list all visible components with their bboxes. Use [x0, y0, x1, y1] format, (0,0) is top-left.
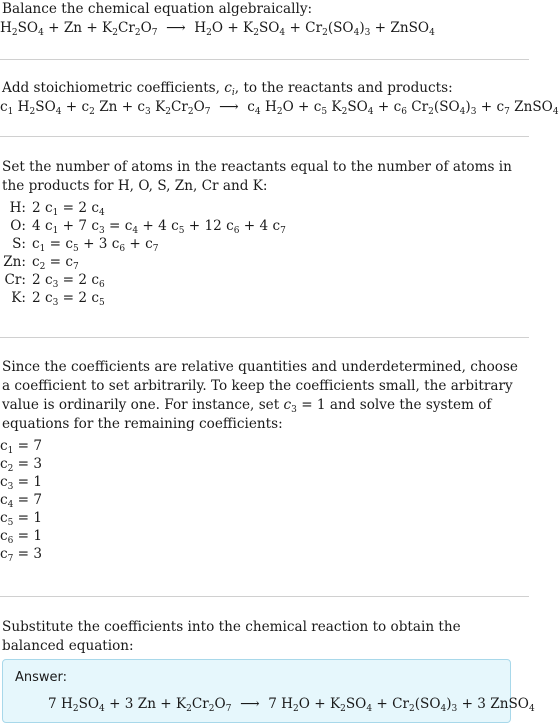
value-c1: $c_1 = 7$ [0, 438, 43, 456]
divider [0, 59, 529, 60]
divider [0, 337, 529, 338]
row-s: S: $c_1 = c_5 + 3$ $c_6 + c_7$ [12, 236, 159, 254]
value-c7: $c_7 = 3$ [0, 546, 43, 564]
value-c3: $c_3 = 1$ [0, 474, 43, 492]
section-solve [0, 358, 529, 564]
value-c5: $c_5 = 1$ [0, 510, 43, 528]
intro-text: Balance the chemical equation algebraically: [2, 1, 313, 17]
row-zn: Zn: $c_2 = c_7$ [3, 254, 79, 272]
coefficient-equation: $c_1$ $H_2SO_4 + c_2$ $Zn + c_3$ $K_2Cr_2O_7$ ⟶ $c_4$ $H_2O + c_5$ $K_2SO_4 + c_6$ $Cr_2(SO_4)_3 + c_7$ ZnSO$_4$ [0, 99, 559, 117]
row-k: K: 2 $c_3 = 2$ $c_5$ [11, 290, 105, 308]
value-c2: $c_2 = 3$ [0, 456, 43, 474]
coefficient-values [0, 437, 42, 563]
chemical-equation: $H_2SO_4 + Zn + K_2Cr_2O_7$ ⟶ $H_2O + K_2SO_4 + Cr_2(SO_4)_3$ + ZnSO$_4$ [0, 20, 435, 38]
atom-equations [0, 199, 286, 307]
divider [0, 596, 529, 597]
balanced-equation: 7 $H_2SO_4 + 3$ $Zn + K_2Cr_2O_7$ ⟶ 7 $H_2O + K_2SO_4 + Cr_2(SO_4)_3 + 3$ ZnSO$_4$ [48, 696, 535, 714]
intro-text: Add stoichiometric coefficients, $c_i$, to the reactants and products: [2, 80, 453, 98]
value-c4: $c_4 = 7$ [0, 492, 43, 510]
divider [0, 136, 529, 137]
section-result [0, 618, 529, 656]
answer-box [2, 659, 535, 723]
section-initial-equation [0, 0, 529, 38]
row-o: O: 4 $c_1 + 7$ $c_3 = c_4 + 4$ $c_5 + 12$ $c_6 + 4$ $c_7$ [10, 218, 286, 236]
intro-text: Substitute the coefficients into the chemical reaction to obtain the balanced equation: [2, 619, 461, 654]
row-cr: Cr: 2 $c_3 = 2$ $c_6$ [4, 272, 105, 290]
section-atom-balance [0, 158, 529, 308]
intro-text: Since the coefficients are relative quantities and underdetermined, choose a coefficient to set arbitrarily. To keep the coefficients small, the arbitrary value is ordinarily one. For instance, set $c_3 = 1$ and solve the system of equations for the remaining coefficients: [2, 359, 518, 432]
value-c6: $c_6 = 1$ [0, 528, 43, 546]
row-h: H: 2 $c_1 = 2$ $c_4$ [9, 200, 105, 218]
section-coefficients [0, 79, 559, 117]
intro-text: Set the number of atoms in the reactants equal to the number of atoms in the products for H, O, S, Zn, Cr and K: [2, 159, 512, 194]
answer-label: Answer: [15, 670, 68, 685]
